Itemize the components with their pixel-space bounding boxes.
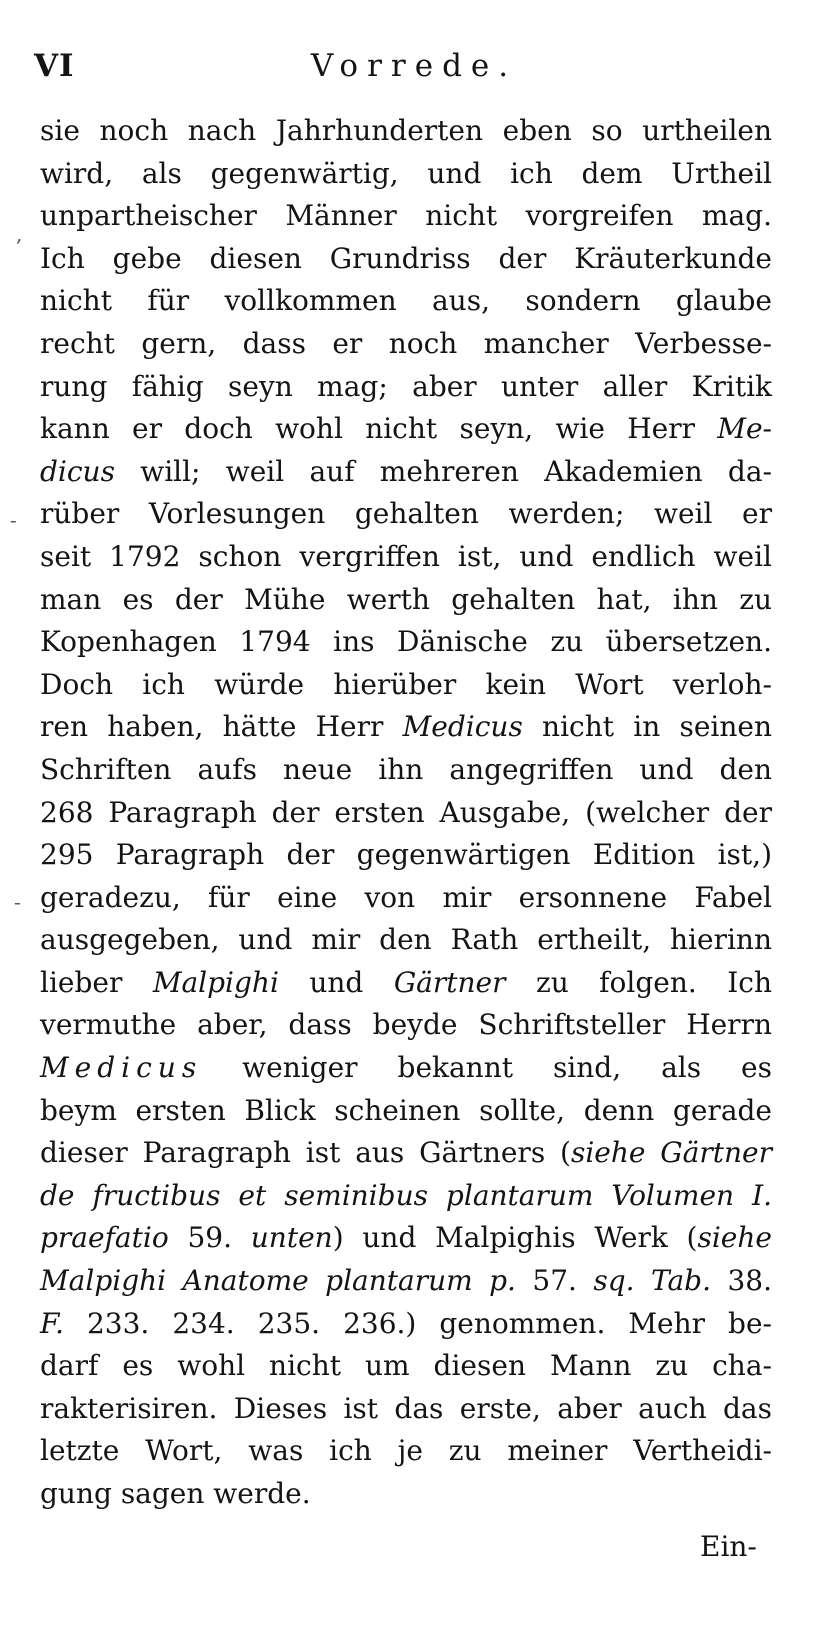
text-line — [40, 792, 772, 835]
text-segment: 268 Paragraph der ersten Ausgabe, (welcher der — [40, 795, 772, 829]
margin-mark: - — [14, 890, 21, 914]
text-segment: beym ersten Blick scheinen sollte, denn gerade — [40, 1093, 772, 1127]
text-line — [40, 706, 772, 749]
text-segment: Kopenhagen 1794 ins Dänische zu übersetzen. — [40, 625, 772, 659]
text-line — [40, 621, 772, 664]
italic-segment: Me- — [717, 412, 772, 446]
text-segment: zu folgen. Ich — [505, 965, 772, 999]
text-line — [40, 1047, 772, 1090]
text-line — [40, 919, 772, 962]
text-segment: 59. — [168, 1221, 251, 1255]
text-segment: wird, als gegenwärtig, und ich dem Urtheil — [40, 156, 772, 190]
italic-segment: unten — [250, 1221, 333, 1255]
text-line — [40, 1217, 772, 1260]
italic-segment: F. — [40, 1306, 64, 1340]
italic-segment: sq. Tab. — [593, 1264, 712, 1298]
italic-segment: Gärtner — [393, 965, 506, 999]
text-segment: gung sagen werde. — [40, 1477, 311, 1510]
margin-mark: - — [10, 508, 17, 532]
text-segment: nicht für vollkommen aus, sondern glaube — [40, 284, 772, 318]
page-number: VI — [34, 48, 75, 84]
text-line — [40, 962, 772, 1005]
margin-mark: , — [16, 222, 23, 246]
text-segment: ren haben, hätte Herr — [40, 710, 403, 744]
italic-segment: praefatio — [40, 1221, 169, 1255]
text-line — [40, 153, 772, 196]
text-segment: darf es wohl nicht um diesen Mann zu cha- — [40, 1349, 772, 1383]
text-segment: 233. 234. 235. 236.) genommen. Mehr be- — [63, 1306, 772, 1340]
text-line — [40, 1175, 772, 1218]
body-text — [40, 110, 772, 1516]
text-line — [40, 1430, 772, 1473]
text-segment: letzte Wort, was ich je zu meiner Vertheidi- — [40, 1434, 772, 1468]
text-segment: 38. — [711, 1264, 772, 1298]
text-line — [40, 1303, 772, 1346]
italic-segment: Malpighi — [152, 965, 279, 999]
text-segment: kann er doch wohl nicht seyn, wie Herr — [40, 412, 718, 446]
text-line — [40, 280, 772, 323]
text-line — [40, 536, 772, 579]
text-line — [40, 1345, 772, 1388]
text-line — [40, 1473, 772, 1516]
text-line — [40, 451, 772, 494]
text-segment: rung fähig seyn mag; aber unter aller Kritik — [40, 369, 772, 403]
text-line — [40, 1004, 772, 1047]
text-line — [40, 238, 772, 281]
text-segment: recht gern, dass er noch mancher Verbesse- — [40, 326, 772, 360]
text-line — [40, 877, 772, 920]
text-segment: Doch ich würde hierüber kein Wort verloh- — [40, 667, 772, 701]
text-segment: geradezu, für eine von mir ersonnene Fabel — [40, 880, 772, 914]
italic-segment: de fructibus et seminibus plantarum Volumen I. — [40, 1178, 772, 1212]
text-segment: dieser Paragraph ist aus Gärtners ( — [40, 1136, 571, 1170]
text-segment: seit 1792 schon vergriffen ist, und endlich weil — [40, 539, 772, 573]
text-line — [40, 493, 772, 536]
text-line — [40, 1132, 772, 1175]
text-line — [40, 366, 772, 409]
text-segment: lieber — [40, 965, 153, 999]
text-segment: 295 Paragraph der gegenwärtigen Edition ist,) — [40, 838, 772, 872]
text-segment: will; weil auf mehreren Akademien da- — [114, 454, 772, 488]
running-title: Vorrede. — [310, 48, 518, 84]
text-segment: vermuthe aber, dass beyde Schriftsteller Herrn — [40, 1008, 772, 1042]
italic-segment: siehe Gärtner — [570, 1136, 772, 1170]
text-segment: unpartheischer Männer nicht vorgreifen mag. — [40, 199, 772, 233]
text-segment: Ich gebe diesen Grundriss der Kräuterkunde — [40, 241, 772, 275]
italic-segment: Malpighi Anatome plantarum p. — [40, 1264, 516, 1298]
italic-segment: siehe — [697, 1221, 772, 1255]
italic-segment: Medicus — [402, 710, 523, 744]
text-segment: und — [278, 965, 394, 999]
text-line — [40, 1090, 772, 1133]
text-line — [40, 579, 772, 622]
italic-segment: dicus — [40, 454, 115, 488]
text-segment: man es der Mühe werth gehalten hat, ihn zu — [40, 582, 772, 616]
text-segment: ausgegeben, und mir den Rath ertheilt, hierinn — [40, 923, 772, 957]
text-segment: 57. — [515, 1264, 594, 1298]
text-segment: ) und Malpighis Werk ( — [332, 1221, 698, 1255]
text-segment: sie noch nach Jahrhunderten eben so urtheilen — [40, 114, 772, 147]
text-segment: Schriften aufs neue ihn angegriffen und den — [40, 752, 772, 786]
text-line — [40, 1260, 772, 1303]
catchword: Ein- — [700, 1530, 757, 1563]
text-line — [40, 110, 772, 153]
page-header — [34, 48, 794, 92]
text-segment: rüber Vorlesungen gehalten werden; weil er — [40, 497, 772, 531]
text-line — [40, 1388, 772, 1431]
text-line — [40, 195, 772, 238]
text-segment: rakterisiren. Dieses ist das erste, aber auch das — [40, 1391, 772, 1425]
text-segment: weniger bekannt sind, als es — [202, 1051, 772, 1085]
italic-segment: Medicus — [40, 1051, 203, 1085]
text-line — [40, 408, 772, 451]
text-line — [40, 664, 772, 707]
text-line — [40, 323, 772, 366]
text-line — [40, 749, 772, 792]
text-segment: nicht in seinen — [522, 710, 772, 744]
text-line — [40, 834, 772, 877]
